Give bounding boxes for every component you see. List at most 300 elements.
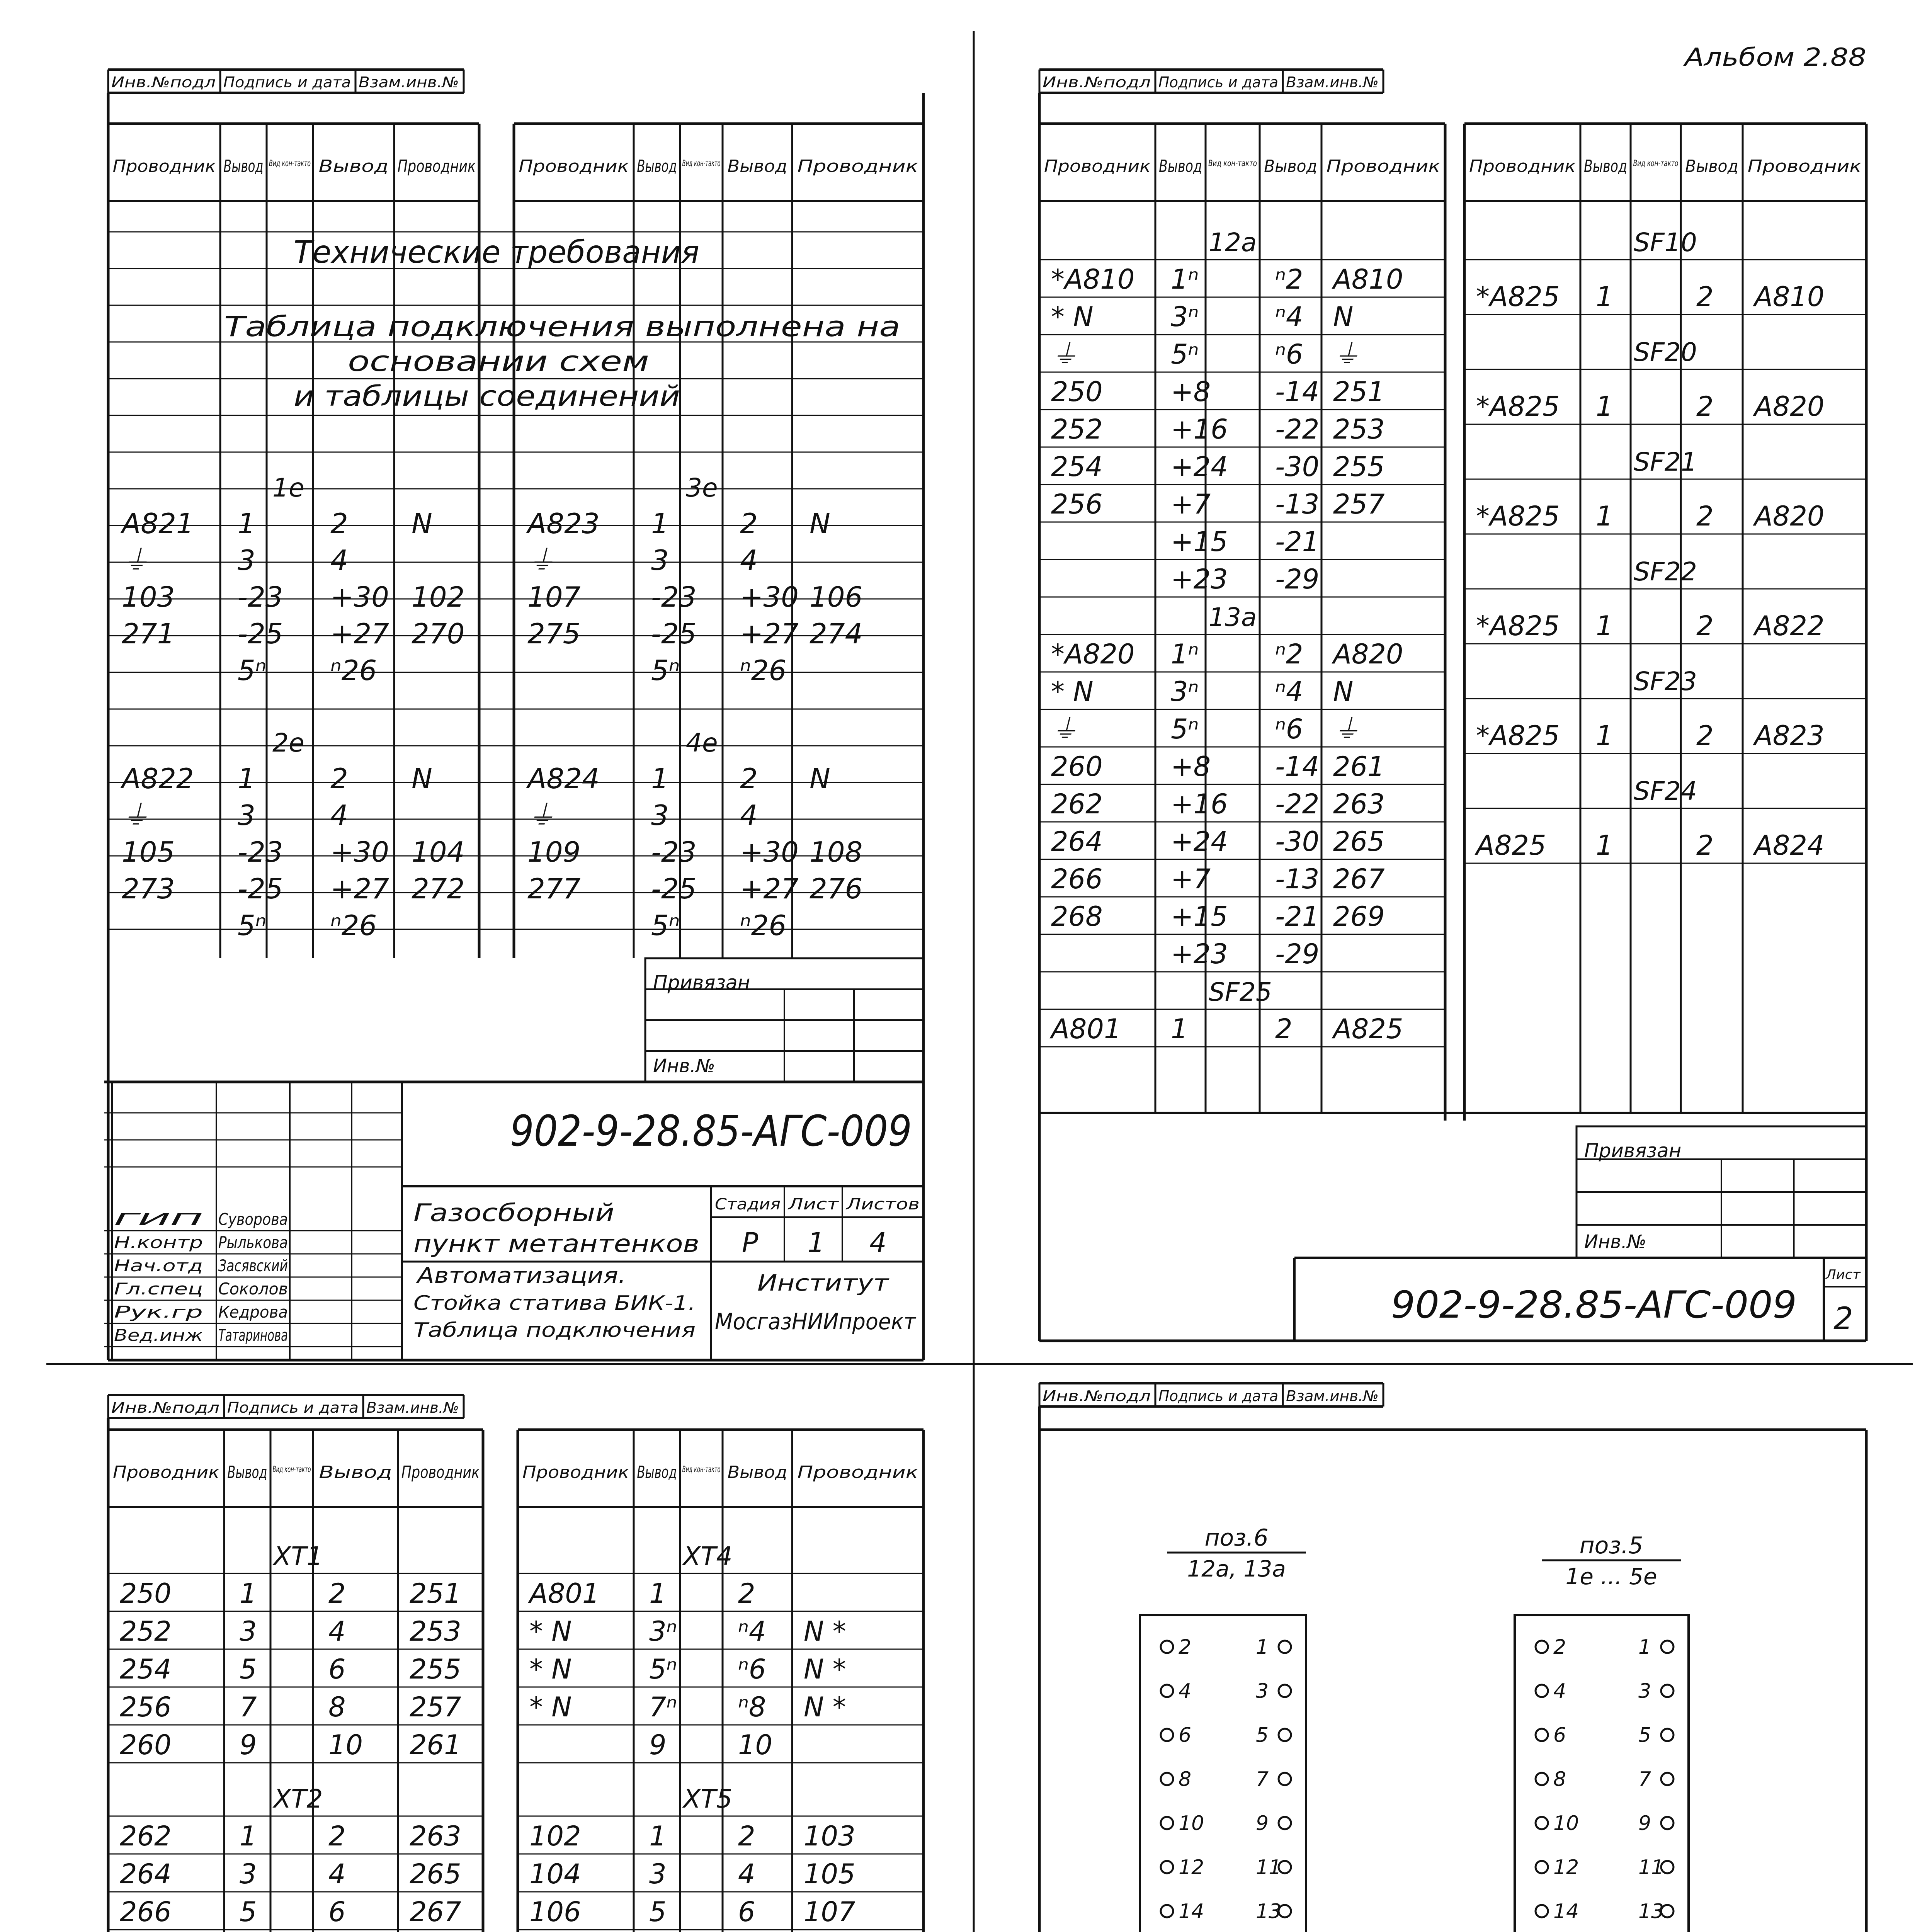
sheet2-left-cell: 261 — [1333, 751, 1385, 782]
sheet1-inv-label: Инв.№ — [653, 1055, 715, 1077]
sheet3-right-cell: 102 — [529, 1820, 581, 1852]
sheet2-right-block-label: SF10 — [1634, 228, 1697, 257]
sheet2-right-block-label: SF22 — [1634, 557, 1697, 587]
sheet1-strip-vzam: Взам.инв.№ — [359, 74, 459, 91]
sheet1-strip-sign: Подпись и дата — [223, 74, 351, 91]
connection-cell: 103 — [122, 581, 175, 613]
contact-number: 14 — [1553, 1900, 1579, 1923]
sheet2-left-cell: ⏚ — [1051, 338, 1078, 370]
connection-cell: 4 — [330, 799, 348, 832]
connection-cell: +30 — [740, 581, 799, 613]
connection-cell: 271 — [122, 617, 175, 650]
contact-number: 2 — [1553, 1636, 1566, 1659]
title-block-sheet-label: Лист — [787, 1196, 840, 1213]
sheet2-left-cell: А810 — [1333, 264, 1403, 295]
sheet3-right-cell: 4 — [738, 1858, 755, 1890]
title-block-role: Вед.инж — [114, 1326, 203, 1345]
connection-cell: 1 — [651, 507, 669, 540]
connection-cell: 274 — [810, 617, 863, 650]
connection-cell: +27 — [740, 617, 799, 650]
sheet3-left-cell: 266 — [120, 1896, 172, 1928]
connection-cell: ⁿ26 — [740, 654, 787, 687]
connection-cell: 277 — [527, 872, 581, 905]
connection-cell: +27 — [330, 872, 389, 905]
connection-cell: 270 — [412, 617, 465, 650]
connection-cell: 2 — [330, 507, 348, 540]
sheet3-right-cell: 1 — [649, 1578, 667, 1609]
sheet3-left-cell: 2 — [328, 1820, 346, 1852]
sheet2-right-header-conductor: Проводник — [1747, 156, 1862, 176]
contact-circle — [1161, 1685, 1173, 1697]
sheet2-left-cell: +16 — [1171, 413, 1228, 445]
sheet4-strip-sign: Подпись и дата — [1158, 1388, 1278, 1405]
sheet3-right-cell: * N — [529, 1653, 572, 1685]
sheet2-left-cell: -29 — [1275, 938, 1320, 970]
sheet2-left-cell: +7 — [1171, 863, 1211, 895]
sheet3-right-cell: 104 — [529, 1858, 581, 1890]
sheet2-left-cell: ⁿ6 — [1275, 338, 1303, 370]
contact-circle — [1161, 1861, 1173, 1873]
sheet2-right-cell: 1 — [1596, 610, 1613, 642]
contact-circle — [1536, 1773, 1548, 1785]
sheet3-right-block-label: ХТ5 — [683, 1784, 733, 1814]
connection-cell: 1 — [238, 507, 255, 540]
sheet2-number: 2 — [1833, 1301, 1853, 1337]
sheet2-left-cell: 2 — [1275, 1013, 1293, 1045]
contact-number: 3 — [1638, 1680, 1651, 1703]
connection-cell: 5ⁿ — [238, 654, 267, 687]
sheet2-right-cell: А820 — [1754, 391, 1825, 422]
sheet2-right-block-label: SF21 — [1634, 447, 1697, 477]
sheet2-right-cell: 2 — [1696, 281, 1714, 313]
connection-cell: 3 — [651, 799, 669, 832]
connection-cell: 4 — [740, 544, 758, 577]
connection-cell: -23 — [238, 581, 283, 613]
sheet2-left-cell: ⁿ2 — [1275, 264, 1303, 295]
contact-circle — [1161, 1905, 1173, 1917]
contact-number: 4 — [1553, 1680, 1566, 1703]
tech-requirements-line: Таблица подключения выполнена на — [224, 310, 900, 343]
title-block-doc: Стойка статива БИК-1. — [413, 1292, 696, 1315]
sheet2-right-cell: 2 — [1696, 610, 1714, 642]
sheet3-right-block-label: ХТ4 — [683, 1541, 733, 1571]
sheet3-left-cell: 265 — [410, 1858, 461, 1890]
connection-cell: ⁿ26 — [330, 654, 377, 687]
title-block-person: Суворова — [218, 1210, 288, 1229]
connection-cell: 5ⁿ — [651, 909, 680, 942]
sheet2-right-cell: *А825 — [1476, 720, 1560, 752]
sheet2-left-cell: -14 — [1275, 376, 1320, 408]
sheet2-right-cell: 2 — [1696, 830, 1714, 861]
sheet2-strip-vzam: Взам.инв.№ — [1286, 74, 1379, 91]
sheet3-right-cell: 3 — [649, 1858, 667, 1890]
connection-cell: 1 — [651, 762, 669, 795]
connection-cell: 104 — [412, 836, 465, 868]
sheet2-left-cell: +8 — [1171, 751, 1211, 782]
sheet3-left-cell: 1 — [240, 1820, 257, 1852]
sheet3-right-cell: 5 — [649, 1896, 667, 1928]
sheet1-header-conductor: Проводник — [397, 156, 476, 176]
contact-number: 11 — [1638, 1856, 1664, 1879]
sheet2-left-cell: 255 — [1333, 451, 1385, 483]
sheet2-left-cell: *А810 — [1051, 264, 1135, 295]
tech-requirements-line: и таблицы соединений — [294, 380, 680, 412]
contact-circle — [1661, 1817, 1673, 1829]
sheet3-right-cell: * N — [529, 1616, 572, 1647]
sheet2-left-cell: -29 — [1275, 563, 1320, 595]
connection-cell: +30 — [740, 836, 799, 868]
connection-cell: 105 — [122, 836, 175, 868]
contact-number: 8 — [1179, 1768, 1192, 1791]
contact-number: 6 — [1179, 1724, 1192, 1747]
connection-cell: -23 — [651, 836, 697, 868]
contact-number: 12 — [1553, 1856, 1579, 1879]
sheet3-left-cell: 5 — [240, 1653, 257, 1685]
sheet3-right-cell: N * — [804, 1653, 846, 1685]
title-block-doc: Автоматизация. — [416, 1263, 626, 1288]
sheet2-left-cell: -22 — [1275, 788, 1320, 820]
sheet2-left-cell: 3ⁿ — [1171, 301, 1199, 333]
sheet4-strip-inv: Инв.№подл — [1043, 1388, 1151, 1405]
title-block-doc: Таблица подключения — [413, 1319, 696, 1342]
sheet2-privyazan-label: Привязан — [1584, 1139, 1682, 1162]
title-block-person: Кедрова — [218, 1303, 288, 1321]
sheet2-left-cell: ⏚ — [1333, 338, 1360, 370]
connection-cell: 2 — [330, 762, 348, 795]
sheet3-left-header-conductor: Проводник — [113, 1463, 220, 1482]
sheet2-right-cell: А823 — [1754, 720, 1825, 752]
sheet2-right-cell: *А825 — [1476, 610, 1560, 642]
sheet3-strip-sign: Подпись и дата — [227, 1399, 359, 1416]
sheet3-left-cell: 9 — [240, 1729, 257, 1761]
contact-number: 5 — [1638, 1724, 1651, 1747]
sheet3-left-cell: 2 — [328, 1578, 346, 1609]
sheet3-right-cell: 3ⁿ — [649, 1616, 677, 1647]
sheet2-left-cell: -14 — [1275, 751, 1320, 782]
connection-cell: 3 — [238, 799, 255, 832]
sheet1-strip-inv: Инв.№подл — [111, 74, 216, 91]
contact-circle — [1279, 1729, 1291, 1741]
sheet3-left-cell: 255 — [410, 1653, 461, 1685]
connection-cell: 4 — [330, 544, 348, 577]
sheet3-right-cell: 9 — [649, 1729, 667, 1761]
sheet3-left-cell: 4 — [328, 1616, 346, 1647]
sheet2-left-cell: 1ⁿ — [1171, 264, 1199, 295]
sheet1-header-contact-type: Вид кон-такто — [269, 159, 311, 168]
sheet3-left-block-label: ХТ2 — [274, 1784, 323, 1814]
sheet3-right-cell: 10 — [738, 1729, 773, 1761]
sheet2-right-header-conductor: Проводник — [1469, 156, 1576, 176]
sheet2-left-cell: -30 — [1275, 826, 1320, 857]
connection-cell: 107 — [527, 581, 581, 613]
sheet2-left-cell: 264 — [1051, 826, 1103, 857]
contact-circle — [1536, 1861, 1548, 1873]
contact-circle — [1536, 1685, 1548, 1697]
connection-cell: 4 — [740, 799, 758, 832]
sheet3-left-cell: 250 — [120, 1578, 172, 1609]
sheet4-strip-vzam: Взам.инв.№ — [1286, 1388, 1379, 1405]
sheet2-right-header-contact-type: Вид кон-такто — [1633, 159, 1679, 168]
sheet1-header-terminal: Вывод — [727, 156, 787, 176]
sheet3-right-cell: N * — [804, 1691, 846, 1723]
sheet2-left-cell: 269 — [1333, 901, 1385, 932]
sheet2-left-cell: -22 — [1275, 413, 1320, 445]
sheet3-left-cell: 264 — [120, 1858, 172, 1890]
contact-number: 5 — [1256, 1724, 1269, 1747]
sheet3-strip-inv: Инв.№подл — [111, 1399, 219, 1416]
sheet2-left-block-label: SF25 — [1209, 977, 1272, 1007]
connection-cell: N — [412, 507, 432, 540]
connection-cell: +30 — [330, 581, 389, 613]
contact-circle — [1279, 1641, 1291, 1653]
connection-cell: 109 — [527, 836, 581, 868]
title-block-object: Газосборный — [413, 1199, 614, 1227]
sheet3-left-header-conductor: Проводник — [401, 1463, 480, 1482]
connection-cell: N — [412, 762, 432, 795]
sheet3-left-cell: 256 — [120, 1691, 172, 1723]
sheet2-left-cell: 267 — [1333, 863, 1385, 895]
sheet2-left-cell: 1 — [1171, 1013, 1188, 1045]
contact-number: 14 — [1179, 1900, 1204, 1923]
connection-cell: 272 — [412, 872, 465, 905]
sheet3-left-cell: 252 — [120, 1616, 172, 1647]
sheet3-left-cell: 254 — [120, 1653, 172, 1685]
connection-cell: 5ⁿ — [238, 909, 267, 942]
contact-circle — [1161, 1641, 1173, 1653]
sheet1-header-contact-type: Вид кон-такто — [682, 159, 721, 168]
sheet2-left-header-conductor: Проводник — [1326, 156, 1440, 176]
sheet2-strip-sign: Подпись и дата — [1158, 74, 1278, 91]
sheet2-right-cell: 2 — [1696, 391, 1714, 422]
sheet3-right-cell: 107 — [804, 1896, 855, 1928]
sheet2-left-cell: 256 — [1051, 488, 1103, 520]
sheet3-left-cell: 261 — [410, 1729, 461, 1761]
contact-number: 8 — [1553, 1768, 1566, 1791]
sheet3-right-cell: ⁿ6 — [738, 1653, 766, 1685]
pos6-subtitle: 12а, 13а — [1187, 1556, 1286, 1582]
block-label: 3е — [686, 473, 718, 503]
sheet3-right-cell: 7ⁿ — [649, 1691, 677, 1723]
sheet1-header-terminal: Вывод — [223, 156, 264, 176]
sheet1-stamp-code: 902-9-28.85-АГС-009 — [510, 1106, 912, 1156]
sheet2-left-cell: 1ⁿ — [1171, 638, 1199, 670]
sheet3-left-header-terminal: Вывод — [227, 1463, 267, 1482]
title-block-sheets-label: Листов — [845, 1196, 920, 1213]
contact-number: 11 — [1256, 1856, 1282, 1879]
sheet2-right-cell: А810 — [1754, 281, 1825, 313]
contact-number: 13 — [1256, 1900, 1282, 1923]
sheet2-left-cell: ⏚ — [1051, 713, 1078, 745]
title-block-institute: Институт — [757, 1270, 890, 1296]
connection-cell: ⏚ — [527, 799, 556, 832]
contact-number: 6 — [1553, 1724, 1566, 1747]
sheet2-left-cell: +8 — [1171, 376, 1211, 408]
sheet3-right-header-conductor: Проводник — [797, 1463, 918, 1482]
contact-circle — [1661, 1641, 1673, 1653]
connection-cell: +30 — [330, 836, 389, 868]
sheet3-right-header-terminal: Вывод — [727, 1463, 787, 1482]
sheet3-left-cell: 6 — [328, 1896, 346, 1928]
contact-circle — [1161, 1729, 1173, 1741]
sheet2-left-cell: N — [1333, 301, 1354, 333]
contact-circle — [1279, 1685, 1291, 1697]
sheet2-right-cell: А820 — [1754, 500, 1825, 532]
sheet2-right-cell: А822 — [1754, 610, 1825, 642]
sheet2-left-cell: +23 — [1171, 563, 1228, 595]
connection-cell: +27 — [330, 617, 389, 650]
connection-cell: ⏚ — [122, 799, 150, 832]
sheet3-left-cell: 263 — [410, 1820, 461, 1852]
sheet2-left-cell: ⁿ4 — [1275, 301, 1303, 333]
connection-cell: ⁿ26 — [330, 909, 377, 942]
sheet2-right-cell: 1 — [1596, 500, 1613, 532]
sheet2-right-header-terminal: Вывод — [1584, 156, 1627, 176]
contact-number: 10 — [1553, 1812, 1579, 1835]
sheet2-left-cell: -13 — [1275, 488, 1320, 520]
sheet2-left-cell: *А820 — [1051, 638, 1135, 670]
connection-cell: 276 — [810, 872, 863, 905]
title-block-role: Гл.спец — [114, 1279, 203, 1298]
sheet2-left-cell: 268 — [1051, 901, 1103, 932]
sheet2-inv-label: Инв.№ — [1584, 1231, 1646, 1253]
sheet2-left-cell: ⁿ4 — [1275, 676, 1303, 707]
contact-number: 7 — [1638, 1768, 1651, 1791]
title-block-role: Нач.отд — [114, 1256, 203, 1275]
sheet2-right-cell: 1 — [1596, 830, 1613, 861]
contact-number: 1 — [1256, 1636, 1269, 1659]
sheet2-stamp-code: 902-9-28.85-АГС-009 — [1391, 1283, 1797, 1327]
connection-cell: -23 — [651, 581, 697, 613]
contact-circle — [1161, 1773, 1173, 1785]
sheet3-left-cell: 257 — [410, 1691, 461, 1723]
connection-cell: 106 — [810, 581, 863, 613]
connection-cell: 102 — [412, 581, 465, 613]
sheet3-left-cell: 10 — [328, 1729, 363, 1761]
contact-circle — [1161, 1817, 1173, 1829]
block-label: 1е — [272, 473, 304, 503]
contact-number: 9 — [1256, 1812, 1269, 1835]
sheet2-right-cell: 1 — [1596, 720, 1613, 752]
sheet3-right-cell: А801 — [529, 1578, 600, 1609]
connection-cell: ⁿ26 — [740, 909, 787, 942]
sheet2-left-cell: 251 — [1333, 376, 1385, 408]
sheet2-left-header-contact-type: Вид кон-такто — [1208, 159, 1257, 168]
sheet3-right-cell: * N — [529, 1691, 572, 1723]
contact-circle — [1536, 1729, 1548, 1741]
sheet3-right-header-contact-type: Вид кон-такто — [682, 1465, 721, 1475]
connection-cell: 3 — [238, 544, 255, 577]
connection-cell: +27 — [740, 872, 799, 905]
contact-number: 9 — [1638, 1812, 1651, 1835]
contact-number: 2 — [1179, 1636, 1192, 1659]
sheet2-left-cell: N — [1333, 676, 1354, 707]
sheet3-left-cell: 8 — [328, 1691, 346, 1723]
sheet3-left-cell: 7 — [240, 1691, 257, 1723]
sheet2-right-cell: А824 — [1754, 830, 1825, 861]
sheet2-right-cell: 2 — [1696, 500, 1714, 532]
sheet3-right-cell: 106 — [529, 1896, 581, 1928]
sheet2-left-cell: 5ⁿ — [1171, 713, 1199, 745]
pos6-title: поз.6 — [1204, 1524, 1269, 1551]
sheet2-left-cell: 252 — [1051, 413, 1103, 445]
sheet3-right-cell: ⁿ8 — [738, 1691, 766, 1723]
sheet2-right-cell: *А825 — [1476, 500, 1560, 532]
connection-cell: А823 — [527, 507, 600, 540]
connection-cell: -25 — [651, 617, 697, 650]
connection-cell: 5ⁿ — [651, 654, 680, 687]
sheet2-left-cell: +23 — [1171, 938, 1228, 970]
sheet1-header-conductor: Проводник — [519, 156, 629, 176]
sheet2-left-cell: +16 — [1171, 788, 1228, 820]
connection-cell: А821 — [122, 507, 194, 540]
sheet3-right-cell: 6 — [738, 1896, 755, 1928]
sheet3-right-cell: N * — [804, 1616, 846, 1647]
connection-cell: -25 — [238, 617, 283, 650]
sheet2-left-cell: 3ⁿ — [1171, 676, 1199, 707]
sheet2-left-cell: 253 — [1333, 413, 1385, 445]
sheet2-left-header-terminal: Вывод — [1159, 156, 1202, 176]
title-block-sheet: 1 — [808, 1227, 825, 1259]
sheet2-left-cell: -21 — [1275, 901, 1320, 932]
sheet3-left-cell: 251 — [410, 1578, 461, 1609]
sheet1-header-conductor: Проводник — [797, 156, 918, 176]
connection-cell: N — [810, 507, 830, 540]
sheet2-left-cell: 5ⁿ — [1171, 338, 1199, 370]
block-label: 4е — [686, 728, 718, 758]
sheet2-left-cell: +15 — [1171, 526, 1228, 558]
sheet2-left-cell: 263 — [1333, 788, 1385, 820]
title-block-object: пункт метантенков — [413, 1230, 699, 1258]
contact-number: 12 — [1179, 1856, 1204, 1879]
sheet2-right-block-label: SF24 — [1634, 776, 1697, 806]
sheet2-right-cell: *А825 — [1476, 281, 1560, 313]
sheet3-left-cell: 267 — [410, 1896, 461, 1928]
contact-circle — [1661, 1773, 1673, 1785]
sheet2-right-cell: 1 — [1596, 281, 1613, 313]
connection-cell: -25 — [651, 872, 697, 905]
contact-circle — [1279, 1817, 1291, 1829]
title-block-role: Н.контр — [114, 1233, 203, 1252]
title-block-sheets: 4 — [869, 1227, 887, 1259]
sheet2-left-cell: 257 — [1333, 488, 1385, 520]
sheet3-right-cell: 1 — [649, 1820, 667, 1852]
sheet3-left-header-contact-type: Вид кон-такто — [272, 1465, 311, 1475]
sheet3-left-header-terminal: Вывод — [319, 1463, 392, 1482]
sheet3-left-cell: 262 — [120, 1820, 172, 1852]
sheet2-list-label: Лист — [1825, 1267, 1861, 1282]
sheet2-left-cell: А801 — [1051, 1013, 1121, 1045]
sheet2-right-block-label: SF20 — [1634, 337, 1697, 367]
sheet2-right-cell: 1 — [1596, 391, 1613, 422]
sheet2-right-cell: *А825 — [1476, 391, 1560, 422]
sheet3-right-header-terminal: Вывод — [637, 1463, 677, 1482]
block-label: 2е — [272, 728, 304, 758]
title-block-role: ГИП — [114, 1210, 203, 1229]
sheet2-left-cell: -21 — [1275, 526, 1320, 558]
sheet2-left-cell: 250 — [1051, 376, 1103, 408]
sheet2-left-cell: -13 — [1275, 863, 1320, 895]
sheet3-left-cell: 260 — [120, 1729, 172, 1761]
sheet3-strip-vzam: Взам.инв.№ — [366, 1399, 459, 1416]
connection-cell: 2 — [740, 507, 758, 540]
tech-requirements-title: Технические требования — [294, 234, 699, 270]
connection-cell: -25 — [238, 872, 283, 905]
connection-cell: 273 — [122, 872, 175, 905]
contact-circle — [1661, 1729, 1673, 1741]
sheet1-privyazan-label: Привязан — [653, 971, 750, 994]
sheet2-left-cell: +7 — [1171, 488, 1211, 520]
contact-circle — [1536, 1905, 1548, 1917]
